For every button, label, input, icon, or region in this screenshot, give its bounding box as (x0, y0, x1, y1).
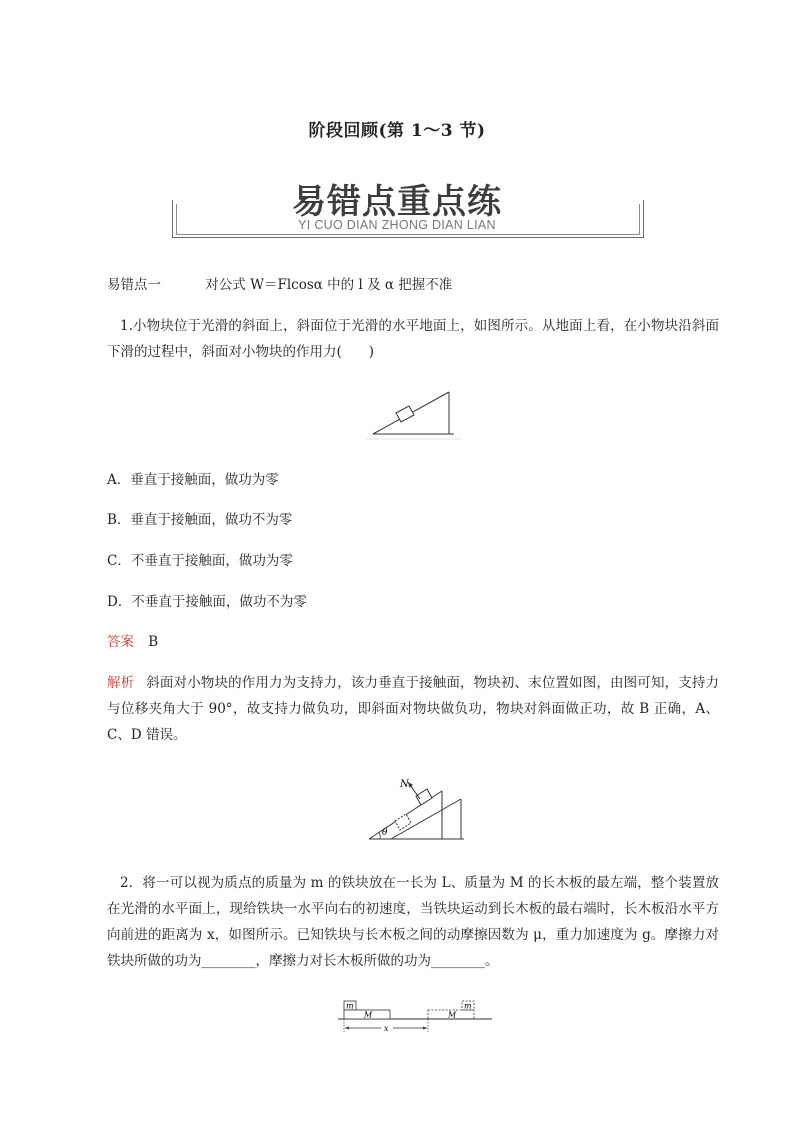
section-label: 易错点一 (107, 277, 161, 293)
answer-label: 答案 (107, 634, 134, 650)
force-label: N (400, 779, 409, 790)
incline-figure-2 (364, 769, 472, 845)
option-d: D．不垂直于接触面，做功不为零 (107, 594, 307, 610)
incline-figure-1 (366, 384, 464, 440)
page-title: 阶段回顾(第 1～3 节) (308, 121, 486, 141)
section-heading (107, 275, 452, 295)
banner-subtitle: YI CUO DIAN ZHONG DIAN LIAN (298, 218, 496, 232)
section-topic: 对公式 W＝Flcosα 中的 l 及 α 把握不准 (205, 277, 453, 293)
answer-value: B (148, 634, 159, 650)
analysis-label: 解析 (107, 675, 135, 691)
question-2-stem: 2．将一可以视为质点的质量为 m 的铁块放在一长为 L、质量为 M 的长木板的最左端，整个装置放在光滑的水平面上，现给铁块一水平向右的初速度，当铁块运动到长木板的最右端时，长木板沿水平方向前进的距离为 x，如图所示。已知铁块与长木板之间的动摩擦因数为 μ，重力加速度为 g。摩擦力对铁块所做的功为________，摩擦力对长木板所做的功为________。 (107, 875, 719, 969)
angle-label: θ (382, 828, 388, 838)
question-1-stem: 1.小物块位于光滑的斜面上，斜面位于光滑的水平地面上，如图所示。从地面上看，在小物块沿斜面下滑的过程中，斜面对小物块的作用力( ) (107, 318, 719, 360)
svg-text:m: m (464, 1001, 472, 1011)
svg-text:m: m (346, 1001, 354, 1011)
distance-label: x (384, 1024, 389, 1033)
analysis-text: 斜面对小物块的作用力为支持力，该力垂直于接触面，物块初、末位置如图，由图可知，支持力与位移夹角大于 90°，故支持力做负功，即斜面对物块做负功，物块对斜面做正功，故 B 正确，A、C、D 错误。 (107, 675, 720, 743)
option-b: B．垂直于接触面，做功不为零 (107, 512, 293, 528)
answer-line (107, 632, 158, 652)
option-a: A．垂直于接触面，做功为零 (107, 472, 279, 488)
banner-title: 易错点重点练 (292, 182, 502, 222)
block-final (395, 814, 411, 830)
svg-text:M: M (448, 1010, 457, 1020)
board-figure (336, 996, 494, 1040)
option-c: C．不垂直于接触面，做功为零 (107, 553, 293, 569)
analysis-paragraph (107, 670, 719, 748)
svg-text:M: M (364, 1010, 373, 1020)
